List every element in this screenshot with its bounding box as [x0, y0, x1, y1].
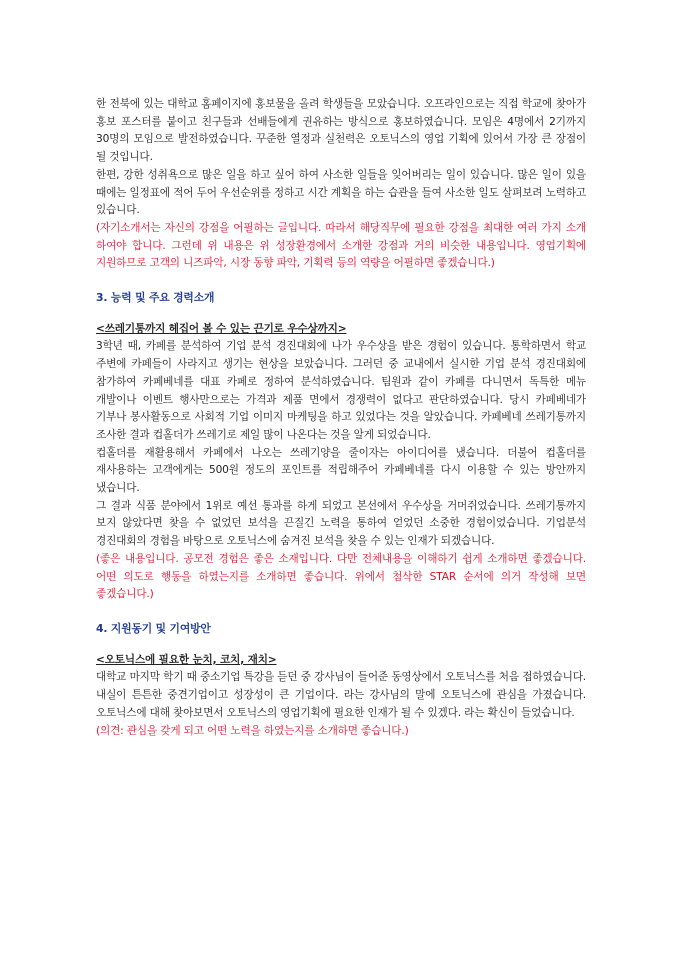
intro-paragraph-2: 한편, 강한 성취욕으로 많은 일을 하고 싶어 하여 사소한 일들을 잊어버리는 일이 있습니다. 많은 일이 있을 때에는 일정표에 적어 두어 우선순위를 정하고 시간 계획을 하는 습관을 들여 사소한 일도 살펴보려 노력하고 있습니다. — [96, 168, 586, 217]
section-4-heading: 4. 지원동기 및 기여방안 — [96, 621, 211, 635]
section-3-paragraph-3: 그 결과 식품 분야에서 1위로 예선 통과를 하게 되었고 본선에서 우수상을 거머쥐었습니다. 쓰레기통까지 보지 않았다면 찾을 수 없었던 보석을 끈질긴 노력을 통하여 얻었던 소중한 경험이었습니다. 기업분석 경진대회의 경험을 바탕으로 오토닉스에 숨겨진 보석을 찾을 수 있는 인재가 되겠습니다. — [96, 499, 586, 548]
intro-paragraph-1: 한 전북에 있는 대학교 홈페이지에 홍보물을 올려 학생들을 모았습니다. 오프라인으로는 직접 학교에 찾아가 홍보 포스터를 붙이고 친구들과 선배들에게 권유하는 방식으로 홍보하였습니다. 모임은 4명에서 2기까지 30명의 모임으로 발전하였습니다. 꾸준한 열정과 실천력은 오토닉스의 영업 기획에 있어서 가장 큰 장점이 될 것입니다. — [96, 98, 586, 164]
section-4-subheading: <오토닉스에 필요한 눈치, 코치, 재치> — [96, 653, 277, 666]
section-3-subheading: <쓰레기통까지 헤집어 볼 수 있는 끈기로 우수상까지> — [96, 322, 347, 335]
document-page — [96, 96, 586, 740]
section-3-heading: 3. 능력 및 주요 경력소개 — [96, 291, 215, 305]
intro-review-comment: (자기소개서는 자신의 강점을 어필하는 글입니다. 따라서 해당직무에 필요한 강점을 최대한 여러 가지 소개 하여야 합니다. 그런데 위 내용은 위 성장환경에서 소개한 강점과 거의 비슷한 내용입니다. 영업기획에 지원하므로 고객의 니즈파악, 시장 동향 파악, 기획력 등의 역량을 어필하면 좋겠습니다.) — [96, 221, 586, 270]
section-4-review-comment: (의견: 관심을 갖게 되고 어떤 노력을 하였는지를 소개하면 좋습니다.) — [96, 724, 409, 737]
section-3-paragraph-2: 컵홀더를 재활용해서 카페에서 나오는 쓰레기양을 줄이자는 아이디어를 냈습니다. 더불어 컵홀더를 재사용하는 고객에게는 500원 정도의 포인트를 적립해주어 카페베네를 다시 이용할 수 있는 방안까지 냈습니다. — [96, 446, 586, 495]
section-4-paragraph-1: 대학교 마지막 학기 때 중소기업 특강을 듣던 중 강사님이 들어준 동영상에서 오토닉스를 처음 접하였습니다. 내실이 튼튼한 중견기업이고 성장성이 큰 기업이다. 라는 강사님의 말에 오토닉스에 관심을 가졌습니다. 오토닉스에 대해 찾아보면서 오토닉스의 영업기획에 필요한 인재가 될 수 있겠다. 라는 확신이 들었습니다. — [96, 671, 586, 719]
section-3-review-comment: (좋은 내용입니다. 공모전 경험은 좋은 소재입니다. 다만 전체내용을 이해하기 쉽게 소개하면 좋겠습니다. 어떤 의도로 행동을 하였는지를 소개하면 좋습니다. 위에서 첨삭한 STAR 순서에 의거 작성해 보면 좋겠습니다.) — [96, 552, 586, 601]
section-3-paragraph-1: 3학년 때, 카페를 분석하여 기업 분석 경진대회에 나가 우수상을 받은 경험이 있습니다. 통학하면서 학교 주변에 카페들이 사라지고 생기는 현상을 보았습니다. 그러던 중 교내에서 실시한 기업 분석 경진대회에 참가하여 카페베네를 대표 카페로 정하여 분석하였습니다. 팀원과 같이 카페를 다니면서 독특한 메뉴 개발이나 이벤트 행사만으로는 가격과 제품 면에서 경쟁력이 없다고 판단하였습니다. 당시 카페베네가 기부나 봉사활동으로 사회적 기업 이미지 마케팅을 하고 있었다는 것을 알았습니다. 카페베네 쓰레기통까지 조사한 결과 컵홀더가 쓰레기로 제일 많이 나온다는 것을 알게 되었습니다. — [96, 340, 586, 441]
